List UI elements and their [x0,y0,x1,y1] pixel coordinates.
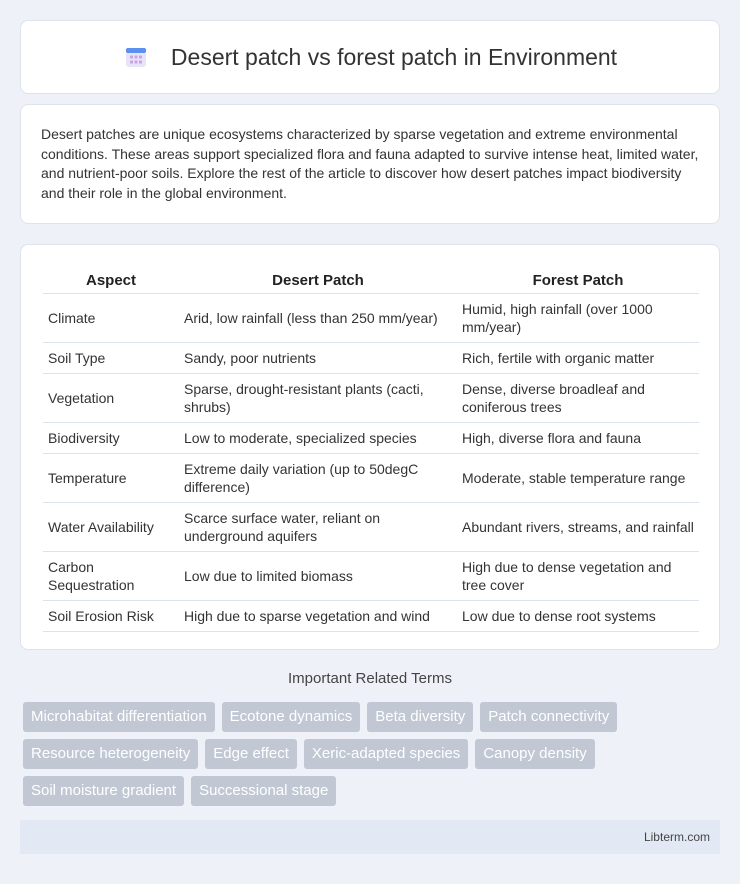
related-terms-heading: Important Related Terms [288,670,452,687]
table-row [43,502,699,551]
table-row [43,422,699,453]
cell-aspect: Biodiversity [43,422,179,453]
cell-desert: Extreme daily variation (up to 50degC difference) [179,453,457,502]
term-tag[interactable]: Microhabitat differentiation [23,702,215,732]
calendar-grid-icon [123,44,149,70]
cell-desert: Low to moderate, specialized species [179,422,457,453]
intro-card [20,104,720,224]
term-tag[interactable]: Edge effect [205,739,297,769]
term-tag[interactable]: Resource heterogeneity [23,739,198,769]
page-title: Desert patch vs forest patch in Environment [170,43,618,70]
header-forest-patch: Forest Patch [457,265,699,293]
table-header-row [43,265,699,293]
title-card [20,20,720,94]
cell-desert: Sandy, poor nutrients [179,342,457,373]
cell-aspect: Water Availability [43,502,179,551]
cell-desert: Scarce surface water, reliant on underground aquifers [179,502,457,551]
header-aspect: Aspect [43,265,179,293]
term-tag[interactable]: Xeric-adapted species [304,739,468,769]
cell-desert: Arid, low rainfall (less than 250 mm/year) [179,293,457,342]
term-tag[interactable]: Patch connectivity [480,702,617,732]
cell-aspect: Carbon Sequestration [43,551,179,600]
table-row [43,551,699,600]
cell-aspect: Temperature [43,453,179,502]
cell-desert: Sparse, drought-resistant plants (cacti, shrubs) [179,373,457,422]
cell-desert: Low due to limited biomass [179,551,457,600]
footer-brand-link[interactable]: Libterm.com [643,830,710,844]
term-tag[interactable]: Successional stage [191,776,336,806]
cell-forest: Humid, high rainfall (over 1000 mm/year) [457,293,699,342]
cell-aspect: Vegetation [43,373,179,422]
cell-forest: Rich, fertile with organic matter [457,342,699,373]
table-row [43,600,699,631]
term-tag[interactable]: Soil moisture gradient [23,776,184,806]
cell-forest: Low due to dense root systems [457,600,699,631]
comparison-table [43,265,699,632]
cell-forest: Dense, diverse broadleaf and coniferous trees [457,373,699,422]
table-row [43,453,699,502]
intro-paragraph: Desert patches are unique ecosystems characterized by sparse vegetation and extreme environmental conditions. These areas support specialized flora and fauna adapted to survive intense heat, limited water, and nutrient-poor soils. Explore the rest of the article to discover how desert patches impact biodiversity and their role in the global environment. [41,126,699,201]
related-terms-list [23,702,723,806]
cell-aspect: Climate [43,293,179,342]
footer [20,820,720,854]
cell-desert: High due to sparse vegetation and wind [179,600,457,631]
comparison-card [20,244,720,650]
term-tag[interactable]: Ecotone dynamics [222,702,361,732]
cell-forest: Abundant rivers, streams, and rainfall [457,502,699,551]
header-desert-patch: Desert Patch [179,265,457,293]
cell-forest: Moderate, stable temperature range [457,453,699,502]
cell-aspect: Soil Type [43,342,179,373]
term-tag[interactable]: Beta diversity [367,702,473,732]
cell-forest: High due to dense vegetation and tree cover [457,551,699,600]
table-row [43,293,699,342]
term-tag[interactable]: Canopy density [475,739,594,769]
cell-aspect: Soil Erosion Risk [43,600,179,631]
table-row [43,342,699,373]
cell-forest: High, diverse flora and fauna [457,422,699,453]
table-row [43,373,699,422]
